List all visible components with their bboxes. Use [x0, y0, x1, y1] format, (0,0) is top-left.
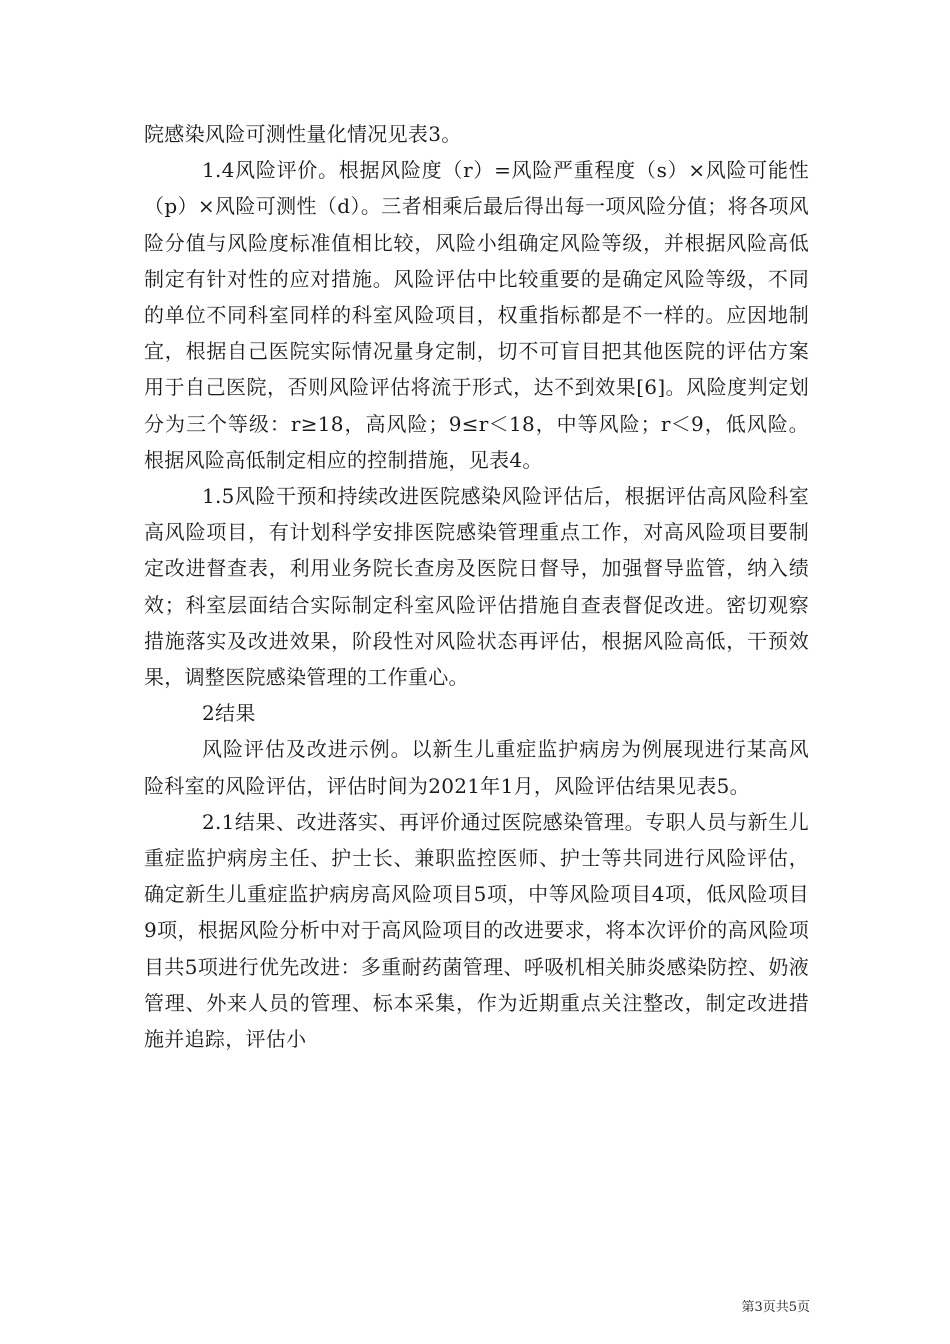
document-body: [144, 116, 809, 1057]
page-number-footer: 第3页共5页: [741, 1300, 810, 1315]
paragraph-risk-evaluation: 1.4风险评价。根据风险度（r）=风险严重程度（s）×风险可能性（p）×风险可测性（d）。三者相乘后最后得出每一项风险分值；将各项风险分值与风险度标准值相比较，风险小组确定风险等级，并根据风险高低制定有针对性的应对措施。风险评估中比较重要的是确定风险等级，不同的单位不同科室同样的科室风险项目，权重指标都是不一样的。应因地制宜，根据自己医院实际情况量身定制，切不可盲目把其他医院的评估方案用于自己医院，否则风险评估将流于形式，达不到效果[6]。风险度判定划分为三个等级：r≥18，高风险；9≤r＜18，中等风险；r＜9，低风险。根据风险高低制定相应的控制措施，见表4。: [144, 158, 809, 472]
paragraph-risk-intervention: 1.5风险干预和持续改进医院感染风险评估后，根据评估高风险科室高风险项目，有计划科学安排医院感染管理重点工作，对高风险项目要制定改进督查表，利用业务院长查房及医院日督导，加强督导监管，纳入绩效；科室层面结合实际制定科室风险评估措施自查表督促改进。密切观察措施落实及改进效果，阶段性对风险状态再评估，根据风险高低，干预效果，调整医院感染管理的工作重心。: [144, 484, 809, 690]
paragraph-results-improvement: 2.1结果、改进落实、再评价通过医院感染管理。专职人员与新生儿重症监护病房主任、护士长、兼职监控医师、护士等共同进行风险评估，确定新生儿重症监护病房高风险项目5项，中等风险项目4项，低风险项目9项，根据风险分析中对于高风险项目的改进要求，将本次评价的高风险项目共5项进行优先改进：多重耐药菌管理、呼吸机相关肺炎感染防控、奶液管理、外来人员的管理、标本采集，作为近期重点关注整改，制定改进措施并追踪，评估小: [144, 809, 809, 1052]
paragraph-continuation: 院感染风险可测性量化情况见表3。: [144, 122, 462, 146]
paragraph-example: 风险评估及改进示例。以新生儿重症监护病房为例展现进行某高风险科室的风险评估，评估时间为2021年1月，风险评估结果见表5。: [144, 737, 809, 798]
section-heading-results: 2结果: [202, 701, 256, 726]
